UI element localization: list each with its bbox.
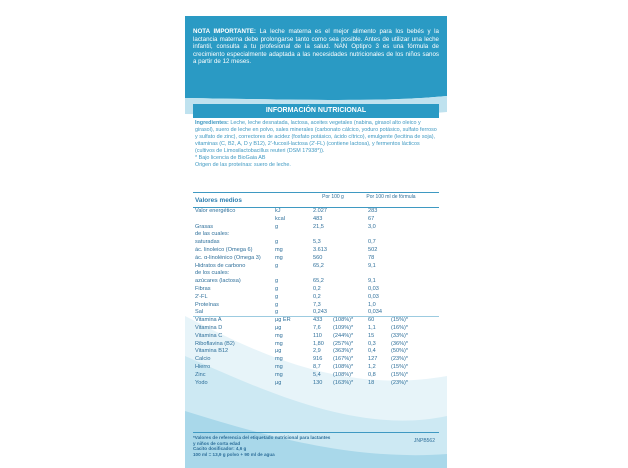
footer-line-3: Cacito dosificador: 4,6 g	[193, 446, 247, 452]
col-per-100g: Por 100 g	[322, 194, 344, 200]
table-row	[193, 380, 439, 388]
unit: µg	[275, 379, 282, 386]
percent-per-100ml: (15%)*	[391, 363, 409, 370]
unit: mg	[275, 371, 283, 378]
nutrient-name: 2'-FL	[195, 293, 208, 300]
value-per-100ml: 15	[368, 332, 375, 339]
nutrient-name: de los cuales:	[195, 270, 230, 277]
unit: g	[275, 293, 279, 300]
table-row	[193, 263, 439, 271]
percent-per-100g: (257%)*	[333, 340, 354, 347]
percent-per-100ml: (15%)*	[391, 371, 409, 378]
value-per-100g: 7,6	[313, 324, 321, 331]
value-per-100ml: 0,4	[368, 348, 376, 355]
value-per-100g: 5,3	[313, 239, 321, 246]
value-per-100g: 0,243	[313, 309, 327, 316]
value-per-100ml: 18	[368, 379, 375, 386]
nutrient-name: ác. α-linolénico (Omega 3)	[195, 254, 261, 261]
table-row	[193, 302, 439, 310]
value-per-100ml: 1,2	[368, 363, 376, 370]
table-row	[193, 255, 439, 263]
ingredients-text: Leche, leche desnatada, lactosa, aceites vegetales (nabina, girasol alto oleico y girasol), suero de leche en polvo, sales minerales (carbonato cálcico, yoduro potásico, sulfato ferroso y sulfato de zinc), correctores de acidez (fosfato potásico, ácido cítrico), emulgente (lecitina de soja), vitaminas (C, B2, A, D y B12), 2'-fucosil-lactosa (2'-FL) (contiene lactosa), y fermentos lácticos (cultivos de Limosilactobacillus reuteri (DSM 17938*)).	[195, 120, 437, 154]
table-row	[193, 278, 439, 286]
value-per-100ml: 9,1	[368, 262, 376, 269]
percent-per-100g: (109%)*	[333, 324, 354, 331]
value-per-100ml: 1,0	[368, 301, 376, 308]
percent-per-100g: (244%)*	[333, 332, 354, 339]
table-row	[193, 372, 439, 380]
percent-per-100g: (108%)*	[333, 371, 354, 378]
unit: mg	[275, 332, 283, 339]
table-row	[193, 341, 439, 349]
value-per-100g: 560	[313, 254, 323, 261]
unit: mg	[275, 356, 283, 363]
percent-per-100ml: (23%)*	[391, 379, 409, 386]
license-note: * Bajo licencia de BioGaia AB	[195, 155, 266, 161]
value-per-100ml: 0,03	[368, 293, 379, 300]
percent-per-100g: (108%)*	[333, 317, 354, 324]
ingredients-block	[195, 120, 437, 169]
percent-per-100ml: (16%)*	[391, 324, 409, 331]
unit: kcal	[275, 215, 285, 222]
value-per-100g: 130	[313, 379, 323, 386]
col-per-100ml: Por 100 ml de fórmula	[366, 194, 416, 200]
value-per-100ml: 0,034	[368, 309, 382, 316]
value-per-100ml: 127	[368, 356, 378, 363]
value-per-100ml: 0,8	[368, 371, 376, 378]
table-row	[193, 348, 439, 356]
value-per-100g: 2.027	[313, 208, 327, 214]
nutrient-name: Vitamina B12	[195, 348, 229, 355]
value-per-100g: 21,5	[313, 223, 324, 230]
percent-per-100g: (108%)*	[333, 363, 354, 370]
product-code: JNPB562	[413, 438, 435, 444]
percent-per-100ml: (23%)*	[391, 356, 409, 363]
value-per-100g: 5,4	[313, 371, 321, 378]
unit: mg	[275, 246, 283, 253]
unit: g	[275, 309, 279, 316]
note-text: La leche materna es el mejor alimento para los bebés y la lactancia materna debe prolongarse tanto como sea posible. Antes de utilizar una leche infantil, consulta a tu profesional de la salud. NAN Optipro 3 es una fórmula de crecimiento especialmente adaptada a las necesidades nutricionales de los niños sanos a partir de 12 meses.	[193, 28, 439, 66]
unit: g	[275, 285, 279, 292]
unit: g	[275, 262, 279, 269]
protein-origin: Origen de las proteínas: suero de leche.	[195, 162, 291, 168]
value-per-100g: 0,2	[313, 293, 321, 300]
nutrient-name: Zinc	[195, 371, 206, 378]
percent-per-100ml: (33%)*	[391, 332, 409, 339]
unit: mg	[275, 363, 283, 370]
nutrient-name: Hierro	[195, 363, 211, 370]
table-row	[193, 364, 439, 372]
value-per-100g: 483	[313, 215, 323, 222]
table-row	[193, 356, 439, 364]
unit: mg	[275, 254, 283, 261]
value-per-100g: 110	[313, 332, 322, 339]
table-row	[193, 309, 439, 317]
value-per-100ml: 60	[368, 317, 375, 324]
table-row	[193, 231, 439, 239]
unit: mg	[275, 340, 283, 347]
unit: g	[275, 239, 279, 246]
value-per-100ml: 0,3	[368, 340, 376, 347]
table-row	[193, 247, 439, 255]
nutrient-name: Vitamina A	[195, 317, 222, 324]
percent-per-100ml: (50%)*	[391, 348, 409, 355]
value-per-100ml: 9,1	[368, 278, 376, 285]
value-per-100ml: 3,0	[368, 223, 376, 230]
nutrient-name: Sal	[195, 309, 204, 316]
nutrient-name: Fibras	[195, 285, 211, 292]
table-row	[193, 216, 439, 224]
table-row	[193, 325, 439, 333]
table-body	[193, 208, 439, 387]
value-per-100g: 65,2	[313, 262, 324, 269]
unit: µg ER	[275, 317, 291, 324]
table-row	[193, 294, 439, 302]
nutrient-name: Hidratos de carbono	[195, 262, 246, 269]
value-per-100ml: 502	[368, 246, 378, 253]
nutrient-name: saturadas	[195, 239, 220, 246]
footer-line-2: y niños de corta edad	[193, 440, 241, 446]
nutrient-name: Yodo	[195, 379, 208, 386]
value-per-100g: 3.613	[313, 246, 327, 253]
table-row	[193, 333, 439, 341]
percent-per-100g: (167%)*	[333, 356, 354, 363]
nutrient-name: Grasas	[195, 223, 214, 230]
nutrient-name: ác. linoleico (Omega 6)	[195, 246, 253, 253]
percent-per-100ml: (36%)*	[391, 340, 409, 347]
nutrient-name: de las cuales:	[195, 231, 230, 238]
table-row	[193, 208, 439, 216]
table-row	[193, 270, 439, 278]
value-per-100g: 1,80	[313, 340, 324, 347]
percent-per-100g: (163%)*	[333, 379, 354, 386]
nutrient-name: Vitamina C	[195, 332, 223, 339]
value-per-100ml: 0,03	[368, 285, 379, 292]
nutrition-panel	[185, 16, 447, 468]
unit: g	[275, 301, 279, 308]
table-row	[193, 286, 439, 294]
value-per-100g: 433	[313, 317, 323, 324]
value-per-100ml: 0,7	[368, 239, 376, 246]
value-per-100g: 65,2	[313, 278, 324, 285]
nutrient-name: Valor energético	[195, 208, 236, 214]
table-row	[193, 224, 439, 232]
unit: g	[275, 278, 279, 285]
nutrient-name: Vitamina D	[195, 324, 223, 331]
value-per-100ml: 1,1	[368, 324, 376, 331]
table-footer	[193, 432, 439, 457]
table-row	[193, 239, 439, 247]
important-note	[193, 28, 439, 66]
value-per-100ml: 78	[368, 254, 375, 261]
note-lead: NOTA IMPORTANTE:	[193, 28, 256, 35]
value-per-100g: 2,9	[313, 348, 321, 355]
footer-line-4: 100 ml = 13,9 g polvo + 90 ml de agua	[193, 451, 275, 457]
value-per-100g: 7,3	[313, 301, 321, 308]
unit: µg	[275, 324, 282, 331]
unit: µg	[275, 348, 282, 355]
ingredients-label: Ingredientes:	[195, 120, 229, 126]
header-label: Valores medios	[195, 197, 242, 204]
value-per-100ml: 283	[368, 208, 378, 214]
table-header	[193, 192, 439, 208]
unit: kJ	[275, 208, 281, 214]
nutrient-name: Riboflavina (B2)	[195, 340, 235, 347]
nutrient-name: azúcares (lactosa)	[195, 278, 241, 285]
unit: g	[275, 223, 279, 230]
nutrition-info-title: INFORMACIÓN NUTRICIONAL	[193, 104, 439, 118]
table-row	[193, 317, 439, 325]
value-per-100g: 8,7	[313, 363, 321, 370]
nutrition-table	[193, 192, 439, 387]
value-per-100g: 916	[313, 356, 323, 363]
nutrient-name: Proteínas	[195, 301, 219, 308]
percent-per-100ml: (15%)*	[391, 317, 409, 324]
value-per-100g: 0,2	[313, 285, 321, 292]
footer-line-1: *Valores de referencia del etiquetado nutricional para lactantes	[193, 435, 331, 440]
value-per-100ml: 67	[368, 215, 375, 222]
nutrient-name: Calcio	[195, 356, 211, 363]
percent-per-100g: (363%)*	[333, 348, 354, 355]
